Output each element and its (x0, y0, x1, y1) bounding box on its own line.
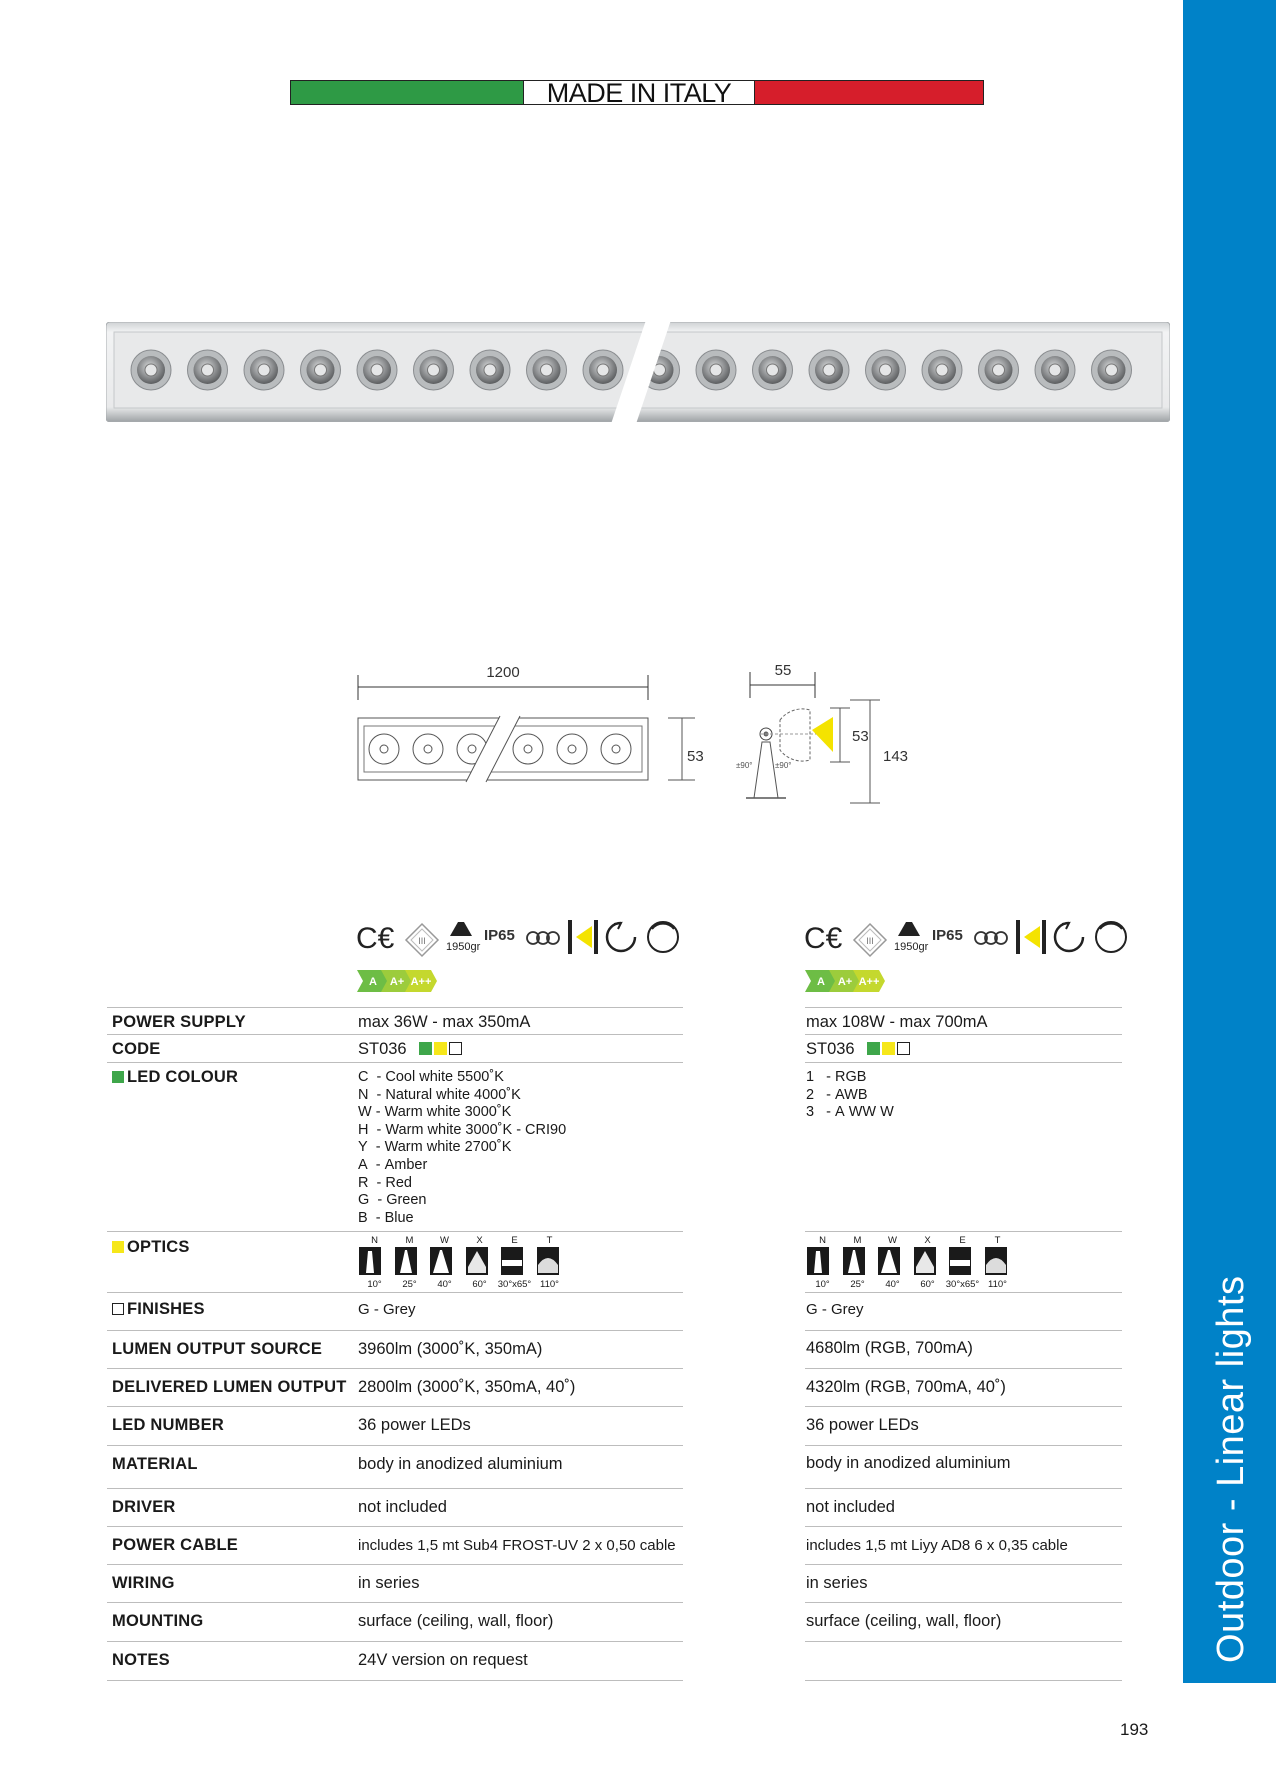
beam-angle-icon (501, 1247, 523, 1275)
light-direction-icon (1016, 920, 1046, 954)
led-colour-item: 1 - RGB (806, 1069, 867, 1085)
label-led-colour: LED COLOUR (127, 1068, 239, 1086)
col2-power-supply: max 108W - max 700mA (806, 1013, 988, 1031)
col1-driver: not included (358, 1498, 447, 1516)
label-power-cable: POWER CABLE (112, 1536, 238, 1554)
led-colour-item: G - Green (358, 1192, 427, 1209)
optic-angle: 10° (815, 1279, 830, 1290)
code-green-square-icon (419, 1042, 432, 1055)
col2-wiring: in series (806, 1574, 868, 1592)
rotation-icon (607, 923, 635, 951)
energy-class-col1 (357, 970, 447, 997)
ce-mark-icon: C€ (356, 922, 395, 955)
flag-green (291, 81, 523, 104)
class-iii-icon (406, 924, 438, 956)
optic-angle: 30°x65° (945, 1279, 980, 1290)
beam-angle-icon (359, 1247, 381, 1275)
optic-letter: E (959, 1235, 966, 1246)
col1-optics (357, 1235, 567, 1293)
col2-led-number: 36 power LEDs (806, 1416, 919, 1434)
optic-angle: 25° (402, 1279, 417, 1290)
led-colour-item: W - Warm white 3000˚K (358, 1104, 512, 1121)
tilt-right-label: ±90° (775, 761, 792, 770)
label-finishes-row (112, 1300, 205, 1319)
cert-icons-col1 (356, 918, 686, 958)
cert-icons-col2 (804, 918, 1134, 958)
weight-label: 1950gr (894, 941, 929, 953)
col2-optics (805, 1235, 1015, 1293)
svg-text:A: A (817, 976, 825, 988)
beam-angle-icon (807, 1247, 829, 1275)
col1-notes: 24V version on request (358, 1651, 528, 1669)
category-label: Outdoor - Linear lights (1210, 1275, 1252, 1663)
weight-icon (894, 922, 929, 953)
code-white-square-icon (449, 1042, 462, 1055)
col2-power-cable: includes 1,5 mt Liyy AD8 6 x 0,35 cable (806, 1537, 1068, 1554)
optic-angle: 60° (472, 1279, 487, 1290)
made-in-italy-banner (290, 78, 984, 108)
col2-led-colours (806, 1069, 894, 1122)
yellow-square-icon (112, 1241, 124, 1253)
col2-code: ST036 (806, 1040, 855, 1058)
weight-icon (446, 922, 481, 953)
tilt-left-label: ±90° (736, 761, 753, 770)
col1-code-row (358, 1040, 462, 1059)
label-led-number: LED NUMBER (112, 1416, 224, 1434)
col1-wiring: in series (358, 1574, 420, 1592)
led-colour-item: 3 - A WW W (806, 1104, 894, 1121)
optic-letter: X (924, 1235, 931, 1246)
col2-code-row (806, 1040, 910, 1059)
dim-length: 1200 (486, 664, 520, 681)
energy-class-col2 (805, 970, 895, 997)
label-wiring: WIRING (112, 1574, 175, 1592)
label-optics-row (112, 1238, 190, 1257)
page-number: 193 (1120, 1720, 1149, 1739)
optic-letter: N (819, 1235, 826, 1246)
optic-angle: 110° (540, 1279, 559, 1290)
label-delivered-lumen: DELIVERED LUMEN OUTPUT (112, 1378, 347, 1396)
made-in-italy-text: MADE IN ITALY (523, 81, 755, 104)
col1-power-cable: includes 1,5 mt Sub4 FROST-UV 2 x 0,50 cable (358, 1537, 676, 1554)
label-led-colour-row (112, 1068, 238, 1087)
led-colour-item: R - Red (358, 1174, 412, 1191)
optic-letter: M (405, 1235, 414, 1246)
dim-height-front: 53 (687, 748, 704, 765)
optic-angle: 25° (850, 1279, 865, 1290)
optic-letter: N (371, 1235, 378, 1246)
category-sidebar (1183, 0, 1276, 1683)
light-direction-icon (568, 920, 598, 954)
optic-letter: W (888, 1235, 897, 1246)
col1-delivered-lumen: 2800lm (3000˚K, 350mA, 40˚) (358, 1378, 576, 1396)
optic-letter: X (476, 1235, 483, 1246)
led-colour-item: A - Amber (358, 1156, 428, 1173)
beam-angle-icon (985, 1247, 1007, 1275)
optic-letter: T (546, 1235, 553, 1246)
class-iii-icon (854, 924, 886, 956)
svg-text:A++: A++ (858, 976, 880, 988)
optic-angle: 60° (920, 1279, 935, 1290)
col2-mounting: surface (ceiling, wall, floor) (806, 1612, 1002, 1630)
label-notes: NOTES (112, 1651, 170, 1669)
beam-angle-icon (430, 1247, 452, 1275)
col2-finishes: G - Grey (806, 1301, 864, 1318)
beam-angle-icon (914, 1247, 936, 1275)
rotation-360-icon (1096, 922, 1126, 952)
svg-text:III: III (418, 936, 426, 946)
beam-angle-icon (878, 1247, 900, 1275)
col1-mounting: surface (ceiling, wall, floor) (358, 1612, 554, 1630)
svg-text:A: A (369, 976, 377, 988)
optic-letter: W (440, 1235, 449, 1246)
technical-drawing (350, 660, 910, 820)
dim-total-height: 143 (883, 748, 909, 765)
label-code: CODE (112, 1040, 161, 1058)
svg-text:A+: A+ (837, 976, 853, 988)
beam-angle-icon (949, 1247, 971, 1275)
col2-driver: not included (806, 1498, 895, 1516)
beam-angle-icon (395, 1247, 417, 1275)
ce-mark-icon: C€ (804, 922, 843, 955)
label-mounting: MOUNTING (112, 1612, 204, 1630)
optic-angle: 110° (988, 1279, 1007, 1290)
label-driver: DRIVER (112, 1498, 176, 1516)
col1-led-colours (358, 1069, 566, 1227)
ip-rating-label: IP65 (932, 927, 963, 944)
optic-angle: 40° (437, 1279, 452, 1290)
code-green-square-icon (867, 1042, 880, 1055)
led-colour-item: C - Cool white 5500˚K (358, 1069, 504, 1085)
product-image (106, 322, 1170, 422)
led-colour-item: B - Blue (358, 1209, 414, 1226)
optic-angle: 30°x65° (497, 1279, 532, 1290)
code-yellow-square-icon (882, 1042, 895, 1055)
col1-material: body in anodized aluminium (358, 1455, 563, 1473)
rotation-360-icon (648, 922, 678, 952)
label-power-supply: POWER SUPPLY (112, 1013, 246, 1031)
svg-text:III: III (866, 936, 874, 946)
optic-letter: E (511, 1235, 518, 1246)
svg-text:A++: A++ (410, 976, 432, 988)
col2-delivered-lumen: 4320lm (RGB, 700mA, 40˚) (806, 1378, 1006, 1396)
dim-width-side: 55 (774, 662, 792, 679)
svg-text:A+: A+ (389, 976, 405, 988)
optic-angle: 10° (367, 1279, 382, 1290)
series-wiring-icon (975, 932, 1007, 944)
series-wiring-icon (527, 932, 559, 944)
label-finishes: FINISHES (127, 1300, 205, 1318)
white-square-icon (112, 1303, 124, 1315)
col1-led-number: 36 power LEDs (358, 1416, 471, 1434)
label-optics: OPTICS (127, 1238, 190, 1256)
flag-red (755, 81, 983, 104)
weight-label: 1950gr (446, 941, 481, 953)
optic-angle: 40° (885, 1279, 900, 1290)
beam-angle-icon (843, 1247, 865, 1275)
led-colour-item: N - Natural white 4000˚K (358, 1086, 521, 1103)
led-colour-item: Y - Warm white 2700˚K (358, 1139, 512, 1156)
rotation-icon (1055, 923, 1083, 951)
ip-rating-label: IP65 (484, 927, 515, 944)
col1-power-supply: max 36W - max 350mA (358, 1013, 531, 1031)
beam-angle-icon (537, 1247, 559, 1275)
optic-letter: M (853, 1235, 862, 1246)
led-colour-item: 2 - AWB (806, 1086, 868, 1103)
col1-finishes: G - Grey (358, 1301, 416, 1318)
col2-lumen-source: 4680lm (RGB, 700mA) (806, 1339, 973, 1357)
green-square-icon (112, 1071, 124, 1083)
code-yellow-square-icon (434, 1042, 447, 1055)
label-lumen-source: LUMEN OUTPUT SOURCE (112, 1340, 323, 1358)
led-colour-item: H - Warm white 3000˚K - CRI90 (358, 1121, 567, 1138)
col2-material: body in anodized aluminium (806, 1454, 1011, 1472)
optic-letter: T (994, 1235, 1001, 1246)
col1-lumen-source: 3960lm (3000˚K, 350mA) (358, 1340, 543, 1358)
beam-angle-icon (466, 1247, 488, 1275)
dim-height-side: 53 (852, 728, 869, 745)
code-white-square-icon (897, 1042, 910, 1055)
col1-code: ST036 (358, 1040, 407, 1058)
label-material: MATERIAL (112, 1455, 198, 1473)
